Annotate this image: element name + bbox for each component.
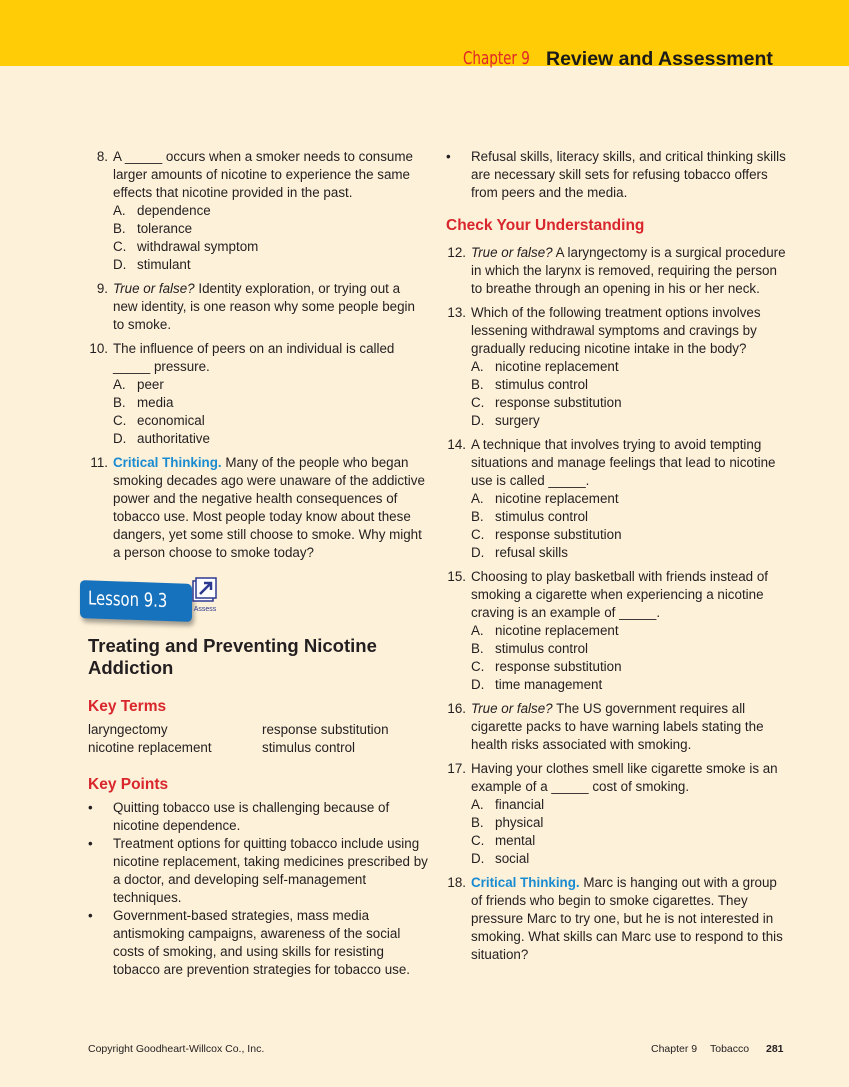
question-12 (446, 244, 789, 298)
true-false-label: True or false? (471, 701, 553, 716)
answer-option (471, 832, 789, 850)
question-text: Choosing to play basketball with friends instead of smoking a cigarette when experiencing a nicotine craving is an example of _____. (471, 569, 769, 620)
answer-option (471, 508, 789, 526)
lesson-title: Treating and Preventing Nicotine Addiction (88, 635, 377, 678)
answer-option (471, 640, 789, 658)
key-term: stimulus control (262, 740, 356, 755)
option-text: refusal skills (495, 545, 568, 560)
option-text: withdrawal symptom (137, 239, 259, 254)
footer-section: Tobacco (710, 1043, 750, 1055)
answer-option (471, 358, 789, 376)
page-number: 281 (766, 1043, 784, 1055)
option-text: response substitution (495, 395, 622, 410)
question-18 (446, 874, 789, 964)
question-9 (88, 280, 428, 334)
answer-option (471, 796, 789, 814)
left-column (88, 148, 428, 979)
question-text: A _____ occurs when a smoker needs to consume larger amounts of nicotine to experience the same effects that nicotine provided in the past. (113, 149, 413, 200)
critical-thinking-label: Critical Thinking. (113, 455, 222, 470)
options (471, 796, 789, 868)
option-letter: A. (471, 491, 484, 506)
option-text: stimulus control (495, 509, 589, 524)
assess-arrow-icon (190, 577, 220, 603)
answer-option (113, 256, 428, 274)
right-column (446, 148, 789, 970)
option-letter: C. (113, 413, 127, 428)
option-letter: A. (471, 797, 484, 812)
option-text: economical (137, 413, 205, 428)
question-text: A technique that involves trying to avoid tempting situations and manage feelings that lead to nicotine use is called _____. (471, 437, 776, 488)
option-letter: B. (471, 641, 484, 656)
key-point: • Treatment options for quitting tobacco include using nicotine replacement, taking medicines prescribed by a doctor, and developing self-management techniques. (88, 835, 428, 907)
key-terms-list (88, 721, 428, 757)
answer-option (471, 814, 789, 832)
question-number: 17. (447, 761, 466, 776)
question-number: 14. (447, 437, 466, 452)
question-17 (446, 760, 789, 868)
answer-option (471, 676, 789, 694)
options (471, 358, 789, 430)
option-letter: C. (113, 239, 127, 254)
options (113, 376, 428, 448)
option-letter: A. (113, 377, 126, 392)
question-number: 8. (96, 149, 108, 164)
answer-option (471, 526, 789, 544)
option-text: dependence (137, 203, 211, 218)
chapter-label: Chapter 9 (463, 48, 530, 69)
page-title: Review and Assessment (546, 48, 773, 70)
option-letter: A. (471, 359, 484, 374)
options (471, 622, 789, 694)
option-letter: D. (113, 257, 127, 272)
answer-option (471, 658, 789, 676)
question-number: 10. (89, 341, 108, 356)
option-text: stimulant (137, 257, 191, 272)
question-number: 12. (447, 245, 466, 260)
question-number: 16. (447, 701, 466, 716)
option-letter: D. (471, 413, 485, 428)
key-point: • Refusal skills, literacy skills, and critical thinking skills are necessary skill sets for refusing tobacco offers from peers and the media. (446, 148, 789, 202)
answer-option (113, 430, 428, 448)
answer-option (471, 544, 789, 562)
option-letter: D. (471, 851, 485, 866)
option-text: response substitution (495, 527, 622, 542)
lesson-badge-label: Lesson 9.3 (88, 587, 168, 613)
question-text: A laryngectomy is a surgical procedure in which the larynx is removed, requiring the person to breathe through an opening in his or her neck. (471, 245, 786, 296)
option-letter: A. (113, 203, 126, 218)
answer-option (113, 202, 428, 220)
options (471, 490, 789, 562)
option-letter: B. (113, 221, 126, 236)
option-letter: B. (471, 377, 484, 392)
option-text: media (137, 395, 174, 410)
question-11 (88, 454, 428, 562)
answer-option (113, 220, 428, 238)
assess-link[interactable] (190, 577, 220, 613)
option-text: time management (495, 677, 603, 692)
copyright: Copyright Goodheart-Willcox Co., Inc. (88, 1043, 265, 1055)
answer-option (113, 394, 428, 412)
answer-option (471, 490, 789, 508)
answer-option (471, 394, 789, 412)
key-points-heading: Key Points (88, 776, 169, 793)
options (113, 202, 428, 274)
answer-option (471, 850, 789, 868)
key-point: • Government-based strategies, mass media antismoking campaigns, awareness of the social costs of smoking, and using skills for resisting tobacco are prevention strategies for tobacco use. (88, 907, 428, 979)
question-number: 11. (90, 455, 108, 470)
question-number: 15. (447, 569, 466, 584)
option-letter: C. (471, 659, 485, 674)
option-text: stimulus control (495, 377, 589, 392)
option-text: peer (137, 377, 164, 392)
question-10 (88, 340, 428, 448)
option-letter: C. (471, 833, 485, 848)
key-term: laryngectomy (88, 722, 168, 737)
answer-option (113, 238, 428, 256)
key-terms-heading: Key Terms (88, 698, 167, 715)
footer-chapter: Chapter 9 (651, 1043, 698, 1055)
option-text: surgery (495, 413, 540, 428)
critical-thinking-label: Critical Thinking. (471, 875, 580, 890)
option-letter: D. (113, 431, 127, 446)
option-letter: C. (471, 527, 485, 542)
question-text: Many of the people who began smoking decades ago were unaware of the addictive power and the negative health consequences of tobacco use. Most people today know about these dangers, yet some still choose to smoke. Why might a person choose to smoke today? (113, 455, 425, 560)
question-16 (446, 700, 789, 754)
key-points-list (88, 799, 428, 979)
option-letter: D. (471, 677, 485, 692)
option-text: response substitution (495, 659, 622, 674)
option-text: physical (495, 815, 544, 830)
option-letter: A. (471, 623, 484, 638)
option-text: nicotine replacement (495, 623, 619, 638)
check-understanding-heading: Check Your Understanding (446, 217, 645, 234)
option-text: authoritative (137, 431, 210, 446)
question-number: 18. (447, 875, 466, 890)
lesson-header (88, 582, 428, 626)
option-letter: D. (471, 545, 485, 560)
option-text: nicotine replacement (495, 491, 619, 506)
option-text: stimulus control (495, 641, 589, 656)
review-questions (446, 244, 789, 964)
question-text: Identity exploration, or trying out a new identity, is one reason why some people begin to smoke. (113, 281, 415, 332)
question-number: 9. (96, 281, 108, 296)
key-term: response substitution (262, 722, 389, 737)
option-letter: B. (113, 395, 126, 410)
question-number: 13. (447, 305, 466, 320)
option-text: nicotine replacement (495, 359, 619, 374)
question-14 (446, 436, 789, 562)
question-8 (88, 148, 428, 274)
option-letter: C. (471, 395, 485, 410)
question-text: The influence of peers on an individual is called _____ pressure. (113, 341, 395, 374)
question-15 (446, 568, 789, 694)
answer-option (113, 412, 428, 430)
lesson-badge (80, 580, 192, 622)
option-text: financial (495, 797, 545, 812)
question-text: Having your clothes smell like cigarette smoke is an example of a _____ cost of smoking. (471, 761, 778, 794)
answer-option (471, 376, 789, 394)
key-term: nicotine replacement (88, 740, 212, 755)
assess-label: Assess (193, 606, 217, 613)
option-text: tolerance (137, 221, 193, 236)
true-false-label: True or false? (471, 245, 553, 260)
key-point: • Quitting tobacco use is challenging because of nicotine dependence. (88, 799, 428, 835)
option-text: mental (495, 833, 536, 848)
option-letter: B. (471, 509, 484, 524)
question-text: Marc is hanging out with a group of friends who begin to smoke cigarettes. They pressure Marc to try one, but he is not interested in smoking. What skills can Marc use to respond to this situation? (471, 875, 783, 962)
true-false-label: True or false? (113, 281, 195, 296)
question-text: Which of the following treatment options involves lessening withdrawal symptoms and cravings by gradually reducing nicotine intake in the body? (471, 305, 761, 356)
answer-option (471, 412, 789, 430)
question-13 (446, 304, 789, 430)
question-text: The US government requires all cigarette packs to have warning labels stating the health risks associated with smoking. (471, 701, 764, 752)
answer-option (471, 622, 789, 640)
option-text: social (495, 851, 530, 866)
answer-option (113, 376, 428, 394)
option-letter: B. (471, 815, 484, 830)
